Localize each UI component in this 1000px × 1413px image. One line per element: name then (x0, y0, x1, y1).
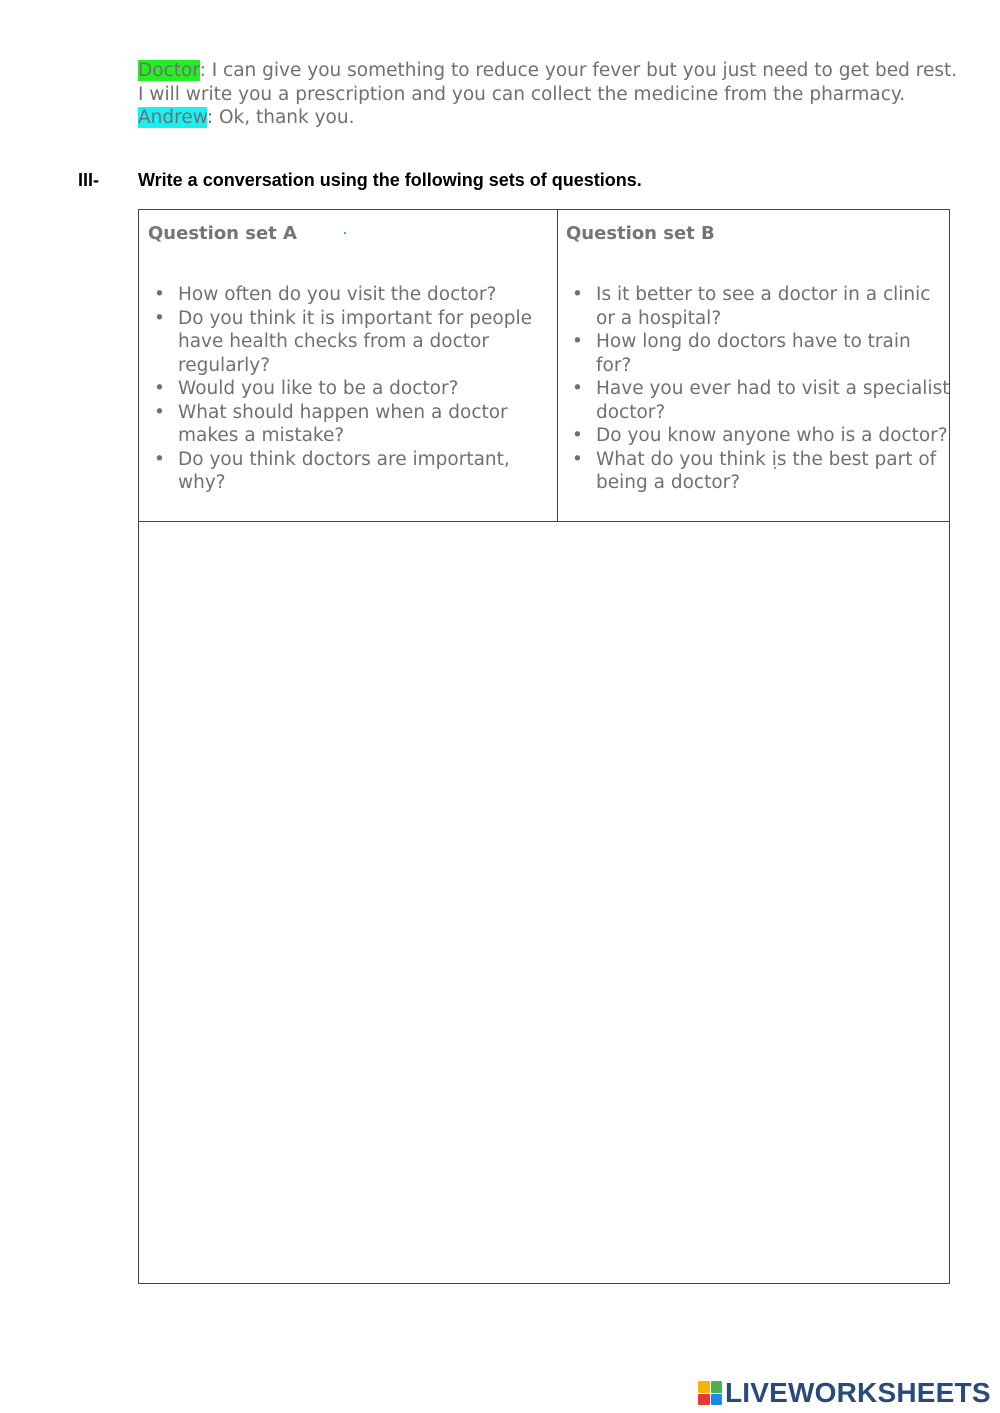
question-item: • Is it better to see a doctor in a clinic or a hospital? (566, 283, 951, 330)
question-set-a-list (148, 283, 548, 495)
question-table (138, 209, 950, 1284)
question-set-b-list (566, 283, 951, 495)
section-number: III- (78, 170, 99, 190)
question-sets-row (139, 210, 949, 522)
dialogue-line-andrew (138, 106, 958, 130)
liveworksheets-logo-icon (698, 1381, 722, 1405)
dialogue-text: I will write you a prescription and you can collect the medicine from the pharmacy. (138, 83, 906, 105)
logo-text: LIVEWORKSHEETS (725, 1377, 991, 1408)
question-item: • How often do you visit the doctor? (148, 283, 548, 307)
question-set-a (139, 210, 558, 521)
question-item: • What do you think is the best part of being a doctor? (566, 448, 951, 495)
question-item: • What should happen when a doctor makes a mistake? (148, 401, 548, 448)
answer-writing-area[interactable] (139, 522, 949, 1283)
speaker-andrew: Andrew (138, 107, 207, 128)
stray-dot (344, 232, 346, 234)
question-set-b (558, 210, 951, 521)
question-item: • Would you like to be a doctor? (148, 377, 548, 401)
question-item: • How long do doctors have to train for? (566, 330, 951, 377)
dialogue-text: : Ok, thank you. (206, 107, 355, 128)
question-item: • Do you think it is important for people have health checks from a doctor regularly? (148, 307, 548, 378)
dialogue-excerpt (138, 59, 958, 130)
question-item: • Have you ever had to visit a specialist doctor? (566, 377, 951, 424)
liveworksheets-logo (698, 1379, 991, 1407)
question-set-a-title: Question set A (148, 223, 297, 244)
section-heading (78, 170, 642, 191)
speaker-doctor: Doctor (138, 60, 200, 81)
question-item: • Do you know anyone who is a doctor? (566, 424, 951, 448)
question-set-b-title: Question set B (566, 223, 715, 244)
dialogue-line-doctor (138, 59, 958, 83)
dialogue-text: : I can give you something to reduce your fever but you just need to get bed rest. (199, 60, 958, 81)
dialogue-line-continued (138, 83, 958, 107)
question-item: • Do you think doctors are important, why? (148, 448, 548, 495)
section-instruction: Write a conversation using the following sets of questions. (138, 170, 642, 190)
